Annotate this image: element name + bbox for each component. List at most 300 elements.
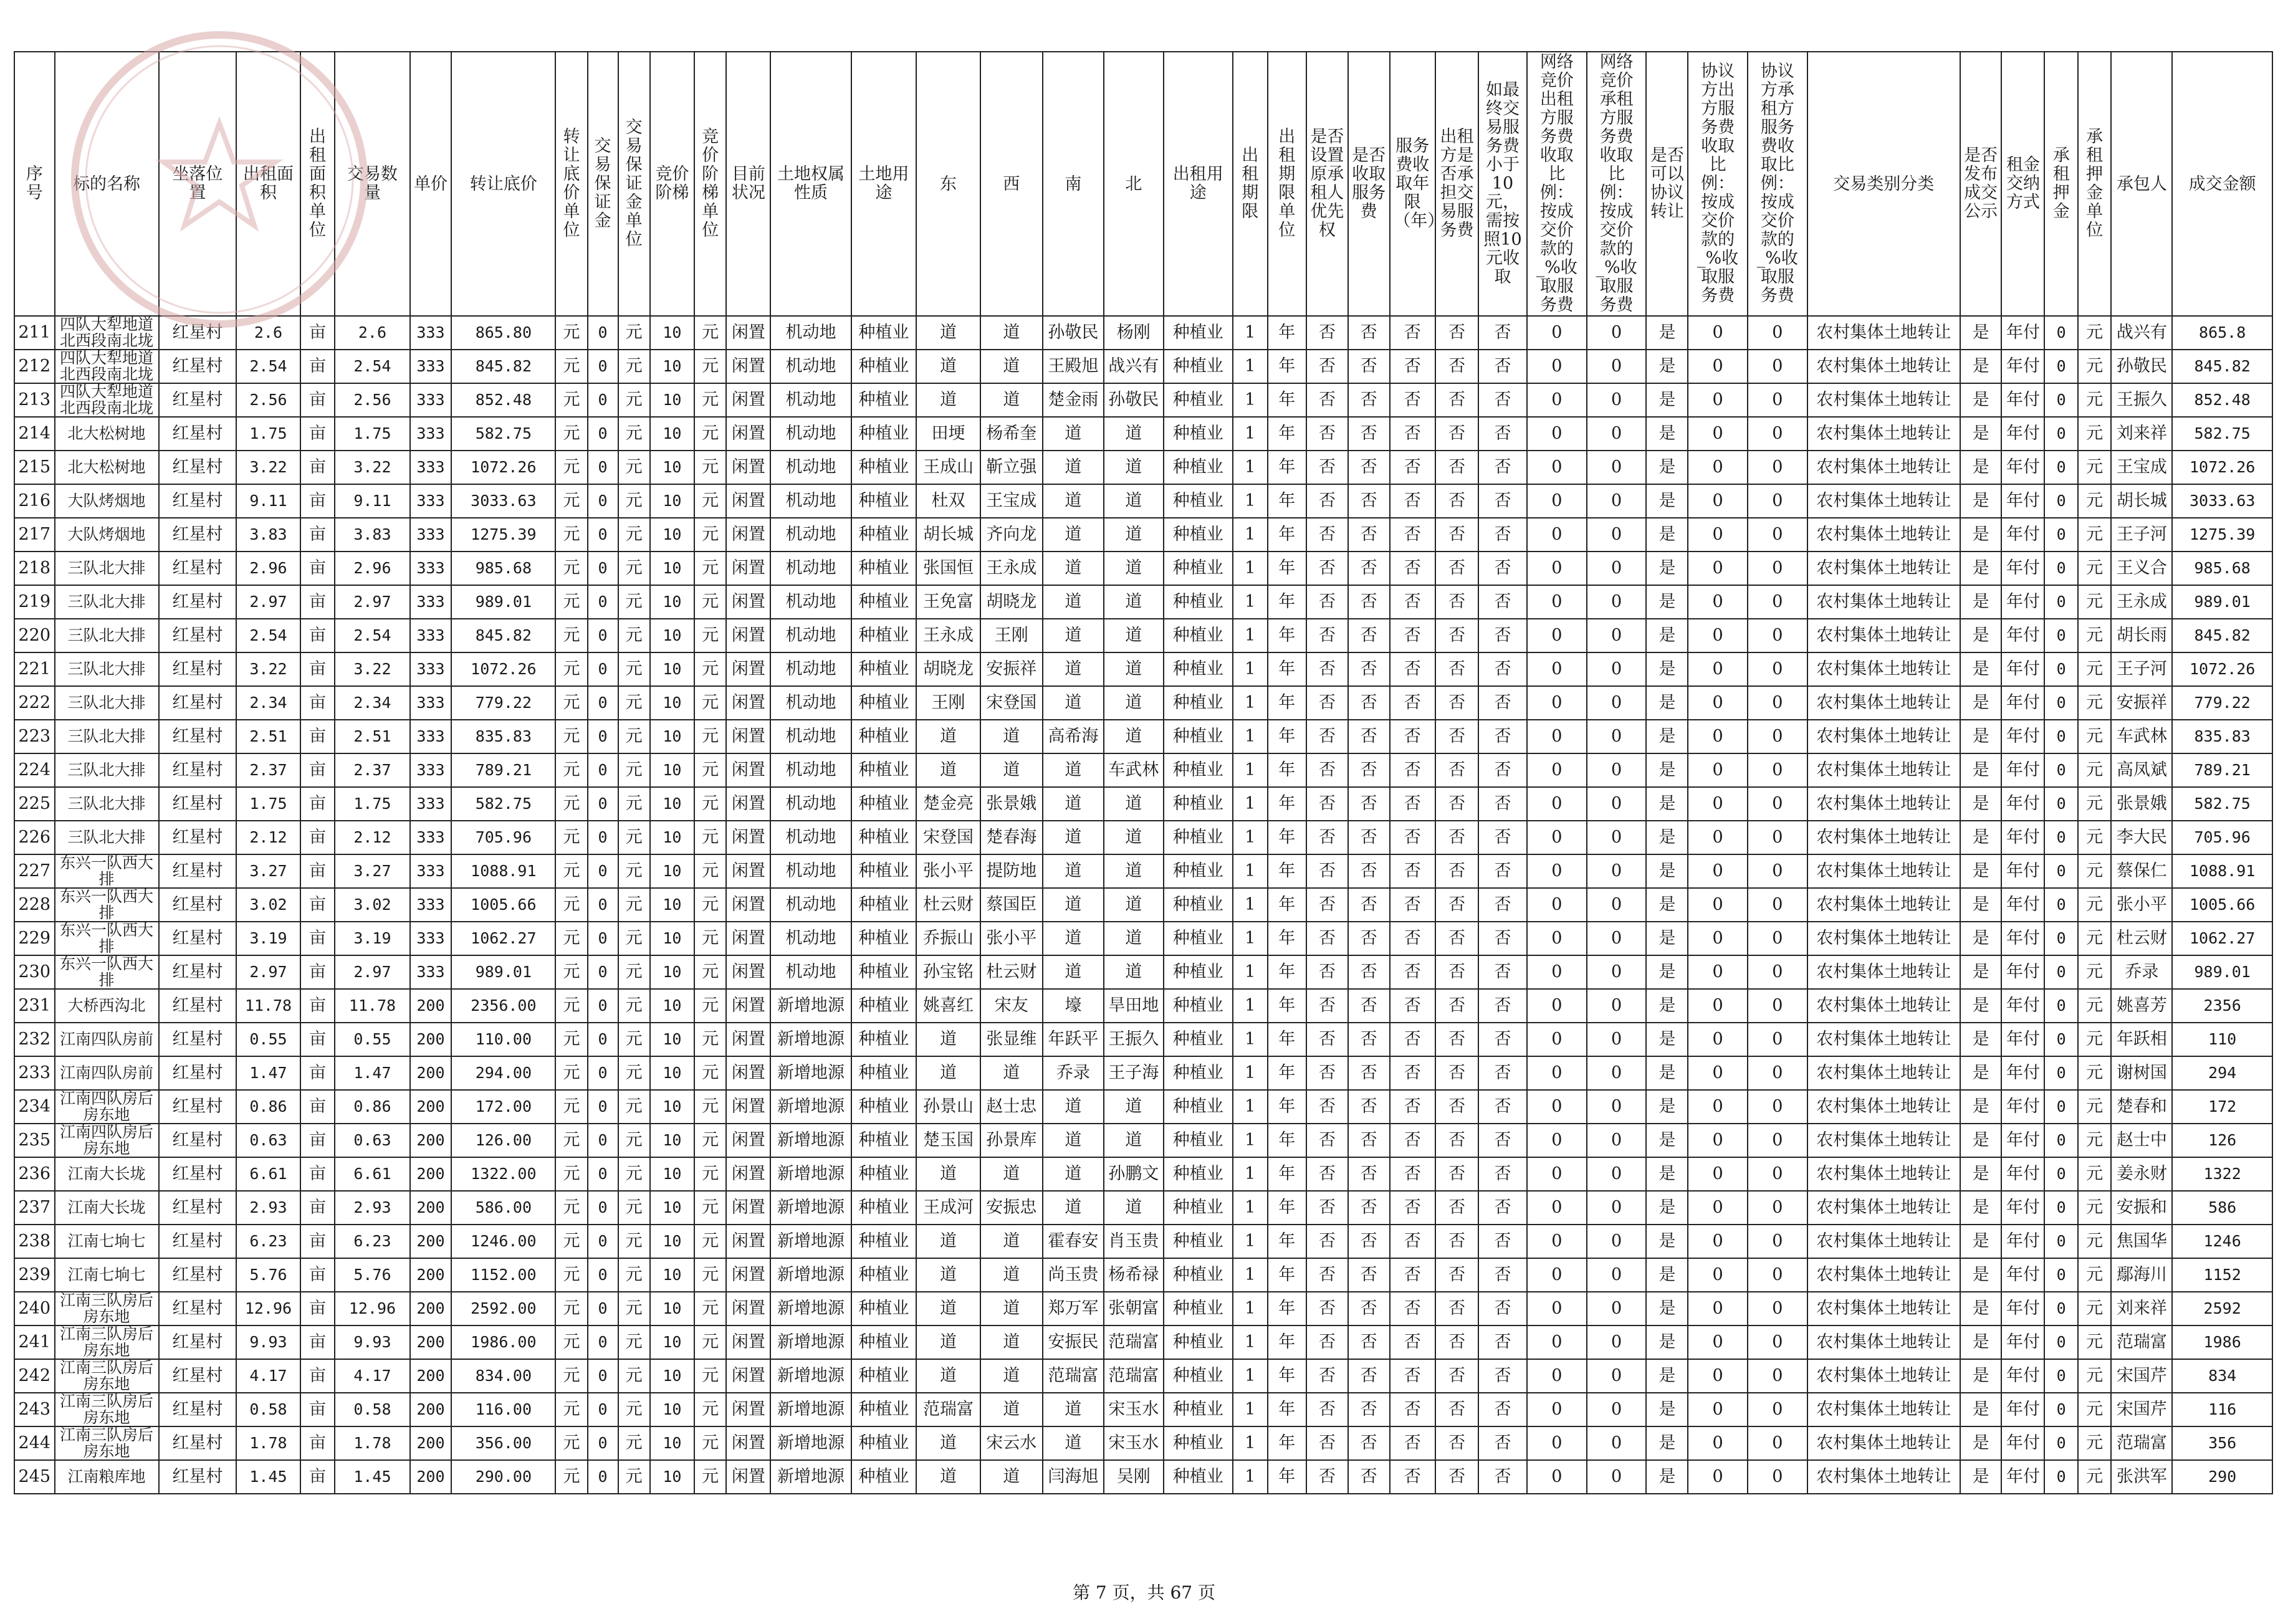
cell-use: 种植业 — [851, 1426, 917, 1460]
cell-ownership: 机动地 — [770, 316, 851, 350]
cell-agr-in: 0 — [1748, 787, 1807, 821]
cell-amount: 985.68 — [2172, 552, 2272, 585]
cell-seq: 229 — [14, 922, 55, 955]
header-row — [14, 52, 2272, 316]
cell-net-out: 0 — [1527, 787, 1587, 821]
cell-years: 否 — [1390, 1056, 1435, 1090]
cell-net-in: 0 — [1587, 888, 1647, 922]
table-row — [14, 1426, 2272, 1460]
cell-min-fee: 否 — [1478, 787, 1527, 821]
cell-category: 农村集体土地转让 — [1807, 1191, 1960, 1225]
cell-tenant: 安振和 — [2111, 1191, 2172, 1225]
cell-west: 齐向龙 — [980, 518, 1043, 552]
cell-term-unit: 年 — [1268, 753, 1306, 787]
cell-seq: 219 — [14, 585, 55, 619]
cell-deposit-unit: 元 — [618, 1426, 650, 1460]
cell-price: 333 — [410, 316, 452, 350]
cell-lessor-fee: 否 — [1435, 652, 1478, 686]
cell-price: 200 — [410, 1023, 452, 1056]
cell-negotiable: 是 — [1646, 1359, 1688, 1393]
cell-term: 1 — [1233, 1460, 1268, 1494]
cell-west: 王宝成 — [980, 484, 1043, 518]
cell-min-fee: 否 — [1478, 619, 1527, 652]
cell-qty: 2.97 — [335, 585, 409, 619]
table-row — [14, 720, 2272, 753]
cell-negotiable: 是 — [1646, 451, 1688, 484]
cell-years: 否 — [1390, 1090, 1435, 1124]
cell-lessor-fee: 否 — [1435, 1090, 1478, 1124]
cell-publish: 是 — [1960, 753, 2002, 787]
cell-deposit-unit: 元 — [618, 1325, 650, 1359]
cell-status: 闲置 — [726, 1090, 770, 1124]
cell-west: 道 — [980, 1292, 1043, 1325]
cell-priority: 否 — [1306, 720, 1348, 753]
cell-term-unit: 年 — [1268, 1191, 1306, 1225]
cell-category: 农村集体土地转让 — [1807, 585, 1960, 619]
cell-base: 835.83 — [451, 720, 555, 753]
cell-price: 333 — [410, 787, 452, 821]
cell-seq: 228 — [14, 888, 55, 922]
cell-step-unit: 元 — [694, 350, 726, 383]
cell-ownership: 新增地源 — [770, 1426, 851, 1460]
cell-category: 农村集体土地转让 — [1807, 1325, 1960, 1359]
cell-negotiable: 是 — [1646, 652, 1688, 686]
cell-amount: 1072.26 — [2172, 652, 2272, 686]
cell-west: 宋友 — [980, 989, 1043, 1023]
cell-step-unit: 元 — [694, 1325, 726, 1359]
cell-status: 闲置 — [726, 350, 770, 383]
cell-seq: 222 — [14, 686, 55, 720]
cell-pay: 年付 — [2001, 383, 2044, 417]
cell-status: 闲置 — [726, 417, 770, 451]
cell-qty: 3.83 — [335, 518, 409, 552]
cell-base-unit: 元 — [555, 821, 587, 854]
cell-publish: 是 — [1960, 652, 2002, 686]
cell-amount: 835.83 — [2172, 720, 2272, 753]
cell-pledge: 0 — [2044, 787, 2077, 821]
cell-pay: 年付 — [2001, 1258, 2044, 1292]
cell-qty: 2.37 — [335, 753, 409, 787]
cell-net-in: 0 — [1587, 1124, 1647, 1157]
cell-step: 10 — [650, 350, 694, 383]
cell-area-unit: 亩 — [300, 686, 335, 720]
header-pledge: 承租押金 — [2044, 52, 2077, 316]
cell-amount: 834 — [2172, 1359, 2272, 1393]
cell-name: 东兴一队西大排 — [55, 922, 159, 955]
cell-pledge-unit: 元 — [2078, 1258, 2111, 1292]
cell-negotiable: 是 — [1646, 753, 1688, 787]
cell-ownership: 新增地源 — [770, 1056, 851, 1090]
cell-loc: 红星村 — [159, 451, 237, 484]
cell-deposit: 0 — [588, 619, 618, 652]
cell-south: 道 — [1043, 417, 1104, 451]
cell-amount: 845.82 — [2172, 619, 2272, 652]
cell-publish: 是 — [1960, 1225, 2002, 1258]
cell-area: 1.47 — [236, 1056, 300, 1090]
cell-net-out: 0 — [1527, 955, 1587, 989]
cell-lessor-fee: 否 — [1435, 1191, 1478, 1225]
cell-deposit: 0 — [588, 1325, 618, 1359]
cell-pay: 年付 — [2001, 1359, 2044, 1393]
cell-deposit-unit: 元 — [618, 1292, 650, 1325]
cell-qty: 6.23 — [335, 1225, 409, 1258]
cell-ownership: 机动地 — [770, 720, 851, 753]
cell-category: 农村集体土地转让 — [1807, 888, 1960, 922]
cell-east: 胡长城 — [916, 518, 980, 552]
cell-lease-use: 种植业 — [1164, 484, 1233, 518]
cell-base-unit: 元 — [555, 1157, 587, 1191]
header-pay: 租金交纳方式 — [2001, 52, 2044, 316]
cell-deposit: 0 — [588, 417, 618, 451]
cell-north: 吴刚 — [1104, 1460, 1164, 1494]
cell-step-unit: 元 — [694, 1124, 726, 1157]
cell-seq: 239 — [14, 1258, 55, 1292]
cell-area-unit: 亩 — [300, 552, 335, 585]
table-row — [14, 1157, 2272, 1191]
cell-tenant: 高凤斌 — [2111, 753, 2172, 787]
cell-years: 否 — [1390, 854, 1435, 888]
cell-pledge-unit: 元 — [2078, 1023, 2111, 1056]
cell-loc: 红星村 — [159, 316, 237, 350]
cell-years: 否 — [1390, 955, 1435, 989]
cell-west: 靳立强 — [980, 451, 1043, 484]
cell-pledge: 0 — [2044, 619, 2077, 652]
cell-step-unit: 元 — [694, 585, 726, 619]
cell-south: 王殿旭 — [1043, 350, 1104, 383]
cell-step-unit: 元 — [694, 518, 726, 552]
cell-use: 种植业 — [851, 753, 917, 787]
cell-charge: 否 — [1348, 1023, 1390, 1056]
cell-pledge-unit: 元 — [2078, 1325, 2111, 1359]
table-row — [14, 619, 2272, 652]
cell-ownership: 新增地源 — [770, 1124, 851, 1157]
cell-term: 1 — [1233, 619, 1268, 652]
cell-charge: 否 — [1348, 787, 1390, 821]
cell-deposit: 0 — [588, 888, 618, 922]
cell-east: 田埂 — [916, 417, 980, 451]
cell-charge: 否 — [1348, 854, 1390, 888]
cell-priority: 否 — [1306, 1460, 1348, 1494]
cell-pay: 年付 — [2001, 787, 2044, 821]
cell-base-unit: 元 — [555, 955, 587, 989]
cell-years: 否 — [1390, 1124, 1435, 1157]
cell-term-unit: 年 — [1268, 787, 1306, 821]
cell-ownership: 机动地 — [770, 686, 851, 720]
cell-name: 江南大长垅 — [55, 1157, 159, 1191]
cell-deposit: 0 — [588, 518, 618, 552]
cell-lessor-fee: 否 — [1435, 1426, 1478, 1460]
header-ownership: 土地权属性质 — [770, 52, 851, 316]
cell-category: 农村集体土地转让 — [1807, 821, 1960, 854]
cell-category: 农村集体土地转让 — [1807, 1023, 1960, 1056]
cell-pay: 年付 — [2001, 619, 2044, 652]
cell-tenant: 王义合 — [2111, 552, 2172, 585]
cell-pledge-unit: 元 — [2078, 686, 2111, 720]
cell-years: 否 — [1390, 1225, 1435, 1258]
cell-priority: 否 — [1306, 1393, 1348, 1426]
cell-deposit-unit: 元 — [618, 686, 650, 720]
cell-use: 种植业 — [851, 1292, 917, 1325]
cell-min-fee: 否 — [1478, 1191, 1527, 1225]
cell-base: 290.00 — [451, 1460, 555, 1494]
cell-base: 582.75 — [451, 787, 555, 821]
cell-years: 否 — [1390, 417, 1435, 451]
cell-publish: 是 — [1960, 821, 2002, 854]
cell-base: 1246.00 — [451, 1225, 555, 1258]
cell-base: 989.01 — [451, 585, 555, 619]
cell-south: 楚金雨 — [1043, 383, 1104, 417]
cell-min-fee: 否 — [1478, 1157, 1527, 1191]
cell-area-unit: 亩 — [300, 1056, 335, 1090]
cell-step: 10 — [650, 552, 694, 585]
table-row — [14, 1124, 2272, 1157]
cell-price: 333 — [410, 955, 452, 989]
cell-net-in: 0 — [1587, 1157, 1647, 1191]
cell-base-unit: 元 — [555, 1460, 587, 1494]
table-row — [14, 383, 2272, 417]
cell-base: 356.00 — [451, 1426, 555, 1460]
cell-min-fee: 否 — [1478, 922, 1527, 955]
cell-deposit-unit: 元 — [618, 888, 650, 922]
cell-pay: 年付 — [2001, 955, 2044, 989]
cell-pay: 年付 — [2001, 350, 2044, 383]
cell-north: 道 — [1104, 451, 1164, 484]
header-tenant: 承包人 — [2111, 52, 2172, 316]
cell-lessor-fee: 否 — [1435, 451, 1478, 484]
cell-agr-out: 0 — [1688, 451, 1748, 484]
cell-step: 10 — [650, 955, 694, 989]
cell-lease-use: 种植业 — [1164, 552, 1233, 585]
cell-agr-in: 0 — [1748, 451, 1807, 484]
cell-pledge-unit: 元 — [2078, 1426, 2111, 1460]
cell-net-in: 0 — [1587, 720, 1647, 753]
cell-step-unit: 元 — [694, 1426, 726, 1460]
cell-min-fee: 否 — [1478, 1258, 1527, 1292]
cell-base: 1072.26 — [451, 451, 555, 484]
cell-east: 道 — [916, 1023, 980, 1056]
cell-deposit-unit: 元 — [618, 585, 650, 619]
cell-price: 200 — [410, 1056, 452, 1090]
cell-east: 道 — [916, 753, 980, 787]
cell-price: 200 — [410, 1426, 452, 1460]
cell-south: 道 — [1043, 821, 1104, 854]
cell-pay: 年付 — [2001, 652, 2044, 686]
cell-status: 闲置 — [726, 1225, 770, 1258]
cell-east: 道 — [916, 383, 980, 417]
cell-area: 9.93 — [236, 1325, 300, 1359]
cell-qty: 0.63 — [335, 1124, 409, 1157]
cell-base: 1088.91 — [451, 854, 555, 888]
cell-term-unit: 年 — [1268, 316, 1306, 350]
cell-net-in: 0 — [1587, 1325, 1647, 1359]
cell-amount: 294 — [2172, 1056, 2272, 1090]
table-row — [14, 1258, 2272, 1292]
cell-north: 王振久 — [1104, 1023, 1164, 1056]
cell-status: 闲置 — [726, 1393, 770, 1426]
cell-amount: 110 — [2172, 1023, 2272, 1056]
cell-category: 农村集体土地转让 — [1807, 1426, 1960, 1460]
cell-term-unit: 年 — [1268, 1090, 1306, 1124]
cell-net-in: 0 — [1587, 1056, 1647, 1090]
cell-seq: 221 — [14, 652, 55, 686]
cell-north: 道 — [1104, 686, 1164, 720]
cell-area: 3.19 — [236, 922, 300, 955]
cell-agr-out: 0 — [1688, 854, 1748, 888]
cell-deposit-unit: 元 — [618, 1090, 650, 1124]
cell-north: 车武林 — [1104, 753, 1164, 787]
cell-agr-in: 0 — [1748, 955, 1807, 989]
table-row — [14, 451, 2272, 484]
cell-qty: 3.27 — [335, 854, 409, 888]
cell-use: 种植业 — [851, 888, 917, 922]
cell-charge: 否 — [1348, 1225, 1390, 1258]
cell-loc: 红星村 — [159, 383, 237, 417]
cell-amount: 1275.39 — [2172, 518, 2272, 552]
cell-price: 333 — [410, 417, 452, 451]
cell-north: 道 — [1104, 955, 1164, 989]
cell-step: 10 — [650, 417, 694, 451]
cell-status: 闲置 — [726, 888, 770, 922]
cell-area: 2.97 — [236, 955, 300, 989]
cell-term: 1 — [1233, 1023, 1268, 1056]
cell-net-out: 0 — [1527, 888, 1587, 922]
cell-loc: 红星村 — [159, 1225, 237, 1258]
cell-tenant: 王永成 — [2111, 585, 2172, 619]
cell-south: 霍春安 — [1043, 1225, 1104, 1258]
cell-term: 1 — [1233, 585, 1268, 619]
cell-negotiable: 是 — [1646, 518, 1688, 552]
cell-qty: 2.6 — [335, 316, 409, 350]
cell-pledge: 0 — [2044, 484, 2077, 518]
cell-pledge-unit: 元 — [2078, 1393, 2111, 1426]
cell-base: 582.75 — [451, 417, 555, 451]
cell-area: 0.86 — [236, 1090, 300, 1124]
cell-pledge-unit: 元 — [2078, 552, 2111, 585]
cell-priority: 否 — [1306, 383, 1348, 417]
cell-loc: 红星村 — [159, 854, 237, 888]
cell-price: 333 — [410, 552, 452, 585]
cell-net-out: 0 — [1527, 552, 1587, 585]
cell-step-unit: 元 — [694, 1056, 726, 1090]
cell-net-out: 0 — [1527, 989, 1587, 1023]
cell-ownership: 新增地源 — [770, 1090, 851, 1124]
cell-term: 1 — [1233, 1325, 1268, 1359]
cell-use: 种植业 — [851, 686, 917, 720]
cell-name: 江南四队房后房东地 — [55, 1124, 159, 1157]
cell-term-unit: 年 — [1268, 350, 1306, 383]
cell-north: 道 — [1104, 484, 1164, 518]
cell-price: 200 — [410, 1225, 452, 1258]
cell-qty: 12.96 — [335, 1292, 409, 1325]
cell-price: 333 — [410, 888, 452, 922]
table-row — [14, 350, 2272, 383]
cell-net-out: 0 — [1527, 1023, 1587, 1056]
cell-min-fee: 否 — [1478, 753, 1527, 787]
cell-use: 种植业 — [851, 417, 917, 451]
cell-east: 王永成 — [916, 619, 980, 652]
cell-step: 10 — [650, 1325, 694, 1359]
cell-amount: 582.75 — [2172, 417, 2272, 451]
cell-use: 种植业 — [851, 1191, 917, 1225]
cell-charge: 否 — [1348, 316, 1390, 350]
cell-name: 大队烤烟地 — [55, 484, 159, 518]
cell-base: 294.00 — [451, 1056, 555, 1090]
cell-publish: 是 — [1960, 1258, 2002, 1292]
cell-net-out: 0 — [1527, 854, 1587, 888]
cell-deposit: 0 — [588, 383, 618, 417]
cell-agr-in: 0 — [1748, 753, 1807, 787]
cell-min-fee: 否 — [1478, 1325, 1527, 1359]
cell-use: 种植业 — [851, 720, 917, 753]
cell-lessor-fee: 否 — [1435, 753, 1478, 787]
cell-south: 年跃平 — [1043, 1023, 1104, 1056]
cell-term: 1 — [1233, 350, 1268, 383]
cell-priority: 否 — [1306, 989, 1348, 1023]
cell-publish: 是 — [1960, 686, 2002, 720]
cell-south: 道 — [1043, 484, 1104, 518]
cell-ownership: 机动地 — [770, 552, 851, 585]
cell-seq: 217 — [14, 518, 55, 552]
cell-term: 1 — [1233, 1157, 1268, 1191]
cell-deposit-unit: 元 — [618, 1393, 650, 1426]
cell-category: 农村集体土地转让 — [1807, 989, 1960, 1023]
cell-charge: 否 — [1348, 451, 1390, 484]
cell-min-fee: 否 — [1478, 1090, 1527, 1124]
cell-tenant: 张景娥 — [2111, 787, 2172, 821]
cell-negotiable: 是 — [1646, 1023, 1688, 1056]
cell-base: 985.68 — [451, 552, 555, 585]
cell-use: 种植业 — [851, 316, 917, 350]
cell-agr-out: 0 — [1688, 1056, 1748, 1090]
cell-base-unit: 元 — [555, 585, 587, 619]
cell-charge: 否 — [1348, 585, 1390, 619]
cell-area: 2.6 — [236, 316, 300, 350]
cell-deposit: 0 — [588, 552, 618, 585]
cell-pledge: 0 — [2044, 989, 2077, 1023]
cell-south: 道 — [1043, 451, 1104, 484]
cell-base-unit: 元 — [555, 518, 587, 552]
cell-deposit: 0 — [588, 989, 618, 1023]
cell-step: 10 — [650, 316, 694, 350]
cell-negotiable: 是 — [1646, 955, 1688, 989]
cell-step: 10 — [650, 922, 694, 955]
cell-south: 道 — [1043, 686, 1104, 720]
cell-publish: 是 — [1960, 922, 2002, 955]
cell-area-unit: 亩 — [300, 989, 335, 1023]
cell-base: 1275.39 — [451, 518, 555, 552]
cell-term: 1 — [1233, 989, 1268, 1023]
cell-lessor-fee: 否 — [1435, 686, 1478, 720]
cell-lessor-fee: 否 — [1435, 552, 1478, 585]
cell-charge: 否 — [1348, 1124, 1390, 1157]
cell-loc: 红星村 — [159, 1157, 237, 1191]
cell-step: 10 — [650, 1426, 694, 1460]
cell-net-out: 0 — [1527, 316, 1587, 350]
cell-lease-use: 种植业 — [1164, 652, 1233, 686]
cell-east: 孙宝铭 — [916, 955, 980, 989]
cell-term: 1 — [1233, 652, 1268, 686]
cell-area: 4.17 — [236, 1359, 300, 1393]
cell-deposit: 0 — [588, 720, 618, 753]
cell-seq: 218 — [14, 552, 55, 585]
cell-step-unit: 元 — [694, 652, 726, 686]
cell-years: 否 — [1390, 619, 1435, 652]
cell-agr-in: 0 — [1748, 619, 1807, 652]
cell-publish: 是 — [1960, 955, 2002, 989]
cell-base-unit: 元 — [555, 652, 587, 686]
cell-term: 1 — [1233, 316, 1268, 350]
header-area-unit: 出租面积单位 — [300, 52, 335, 316]
